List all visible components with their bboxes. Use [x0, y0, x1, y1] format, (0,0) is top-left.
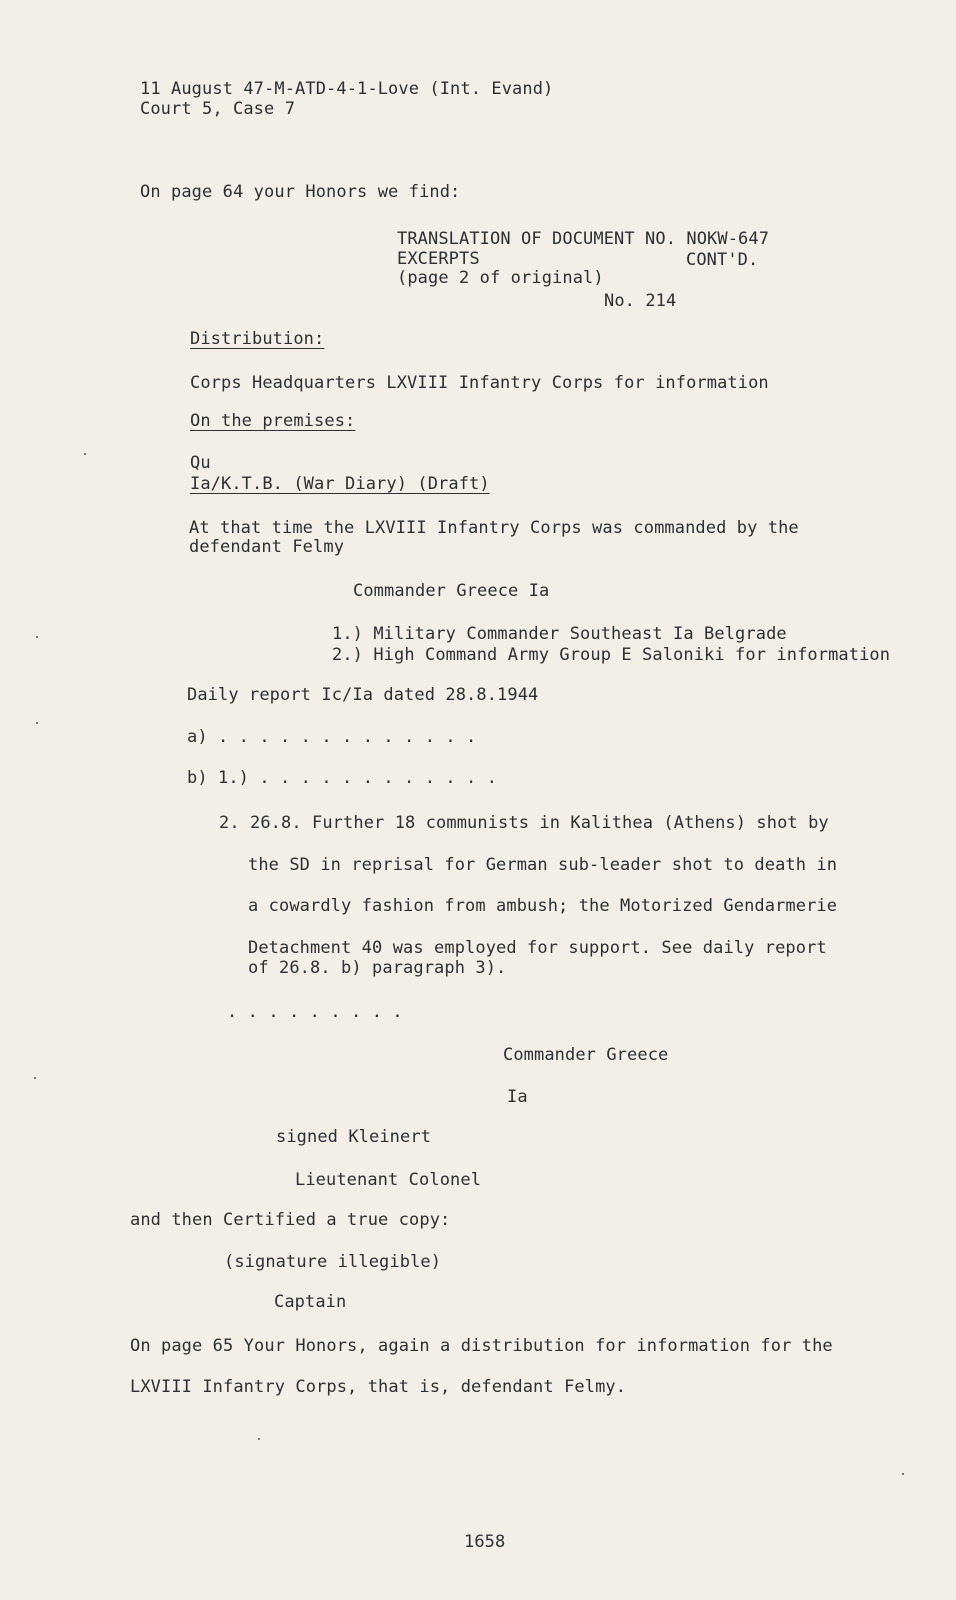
item-b2-line-3: a cowardly fashion from ambush; the Motorized Gendarmerie: [248, 896, 838, 916]
item-a: a) . . . . . . . . . . . . .: [187, 727, 477, 747]
paper-speck: [902, 1473, 904, 1475]
sender-line: Commander Greece Ia: [353, 581, 550, 601]
doc-title-translation: TRANSLATION OF DOCUMENT NO. NOKW-647: [397, 229, 770, 249]
item-b2-line-4: Detachment 40 was employed for support. See daily report: [248, 938, 827, 958]
recipient-1: 1.) Military Commander Southeast Ia Belgrade: [332, 624, 787, 644]
intro-text: On page 64 your Honors we find:: [140, 182, 461, 202]
daily-report-line: Daily report Ic/Ia dated 28.8.1944: [187, 685, 539, 705]
closing-line-1: On page 65 Your Honors, again a distribution for information for the: [130, 1336, 833, 1356]
distribution-line: Corps Headquarters LXVIII Infantry Corps for information: [190, 373, 769, 393]
distribution-ia-ktb: Ia/K.T.B. (War Diary) (Draft): [190, 474, 490, 494]
ellipsis-dots: . . . . . . . . .: [227, 1002, 403, 1022]
paper-speck: [36, 636, 38, 638]
signature-signed: signed Kleinert: [276, 1127, 432, 1147]
distribution-heading: Distribution:: [190, 329, 325, 349]
closing-line-2: LXVIII Infantry Corps, that is, defendant Felmy.: [130, 1377, 627, 1397]
doc-title-number: No. 214: [604, 291, 677, 311]
recipient-2: 2.) High Command Army Group E Saloniki for information: [332, 645, 891, 665]
distribution-qu: Qu: [190, 453, 211, 473]
item-b2-line-2: the SD in reprisal for German sub-leader shot to death in: [248, 855, 838, 875]
doc-title-contd: CONT'D.: [686, 250, 759, 270]
header-line-2: Court 5, Case 7: [140, 99, 296, 119]
page-number: 1658: [464, 1532, 506, 1552]
item-b2-line-5: of 26.8. b) paragraph 3).: [248, 958, 507, 978]
felmy-note-line-2: defendant Felmy: [189, 537, 345, 557]
signature-captain: Captain: [274, 1292, 347, 1312]
felmy-note-line-1: At that time the LXVIII Infantry Corps was commanded by the: [189, 518, 799, 538]
paper-speck: [258, 1438, 260, 1440]
signature-commander: Commander Greece: [503, 1045, 669, 1065]
paper-speck: [36, 722, 38, 724]
paper-speck: [34, 1077, 36, 1079]
paper-speck: [84, 453, 86, 455]
signature-rank: Lieutenant Colonel: [295, 1170, 482, 1190]
header-line-1: 11 August 47-M-ATD-4-1-Love (Int. Evand): [140, 79, 554, 99]
item-b2-line-1: 2. 26.8. Further 18 communists in Kalithea (Athens) shot by: [219, 813, 829, 833]
item-b: b) 1.) . . . . . . . . . . . .: [187, 768, 498, 788]
premises-heading: On the premises:: [190, 411, 356, 431]
doc-title-excerpts: EXCERPTS: [397, 249, 480, 269]
certified-line: and then Certified a true copy:: [130, 1210, 451, 1230]
signature-ia: Ia: [507, 1087, 528, 1107]
signature-illegible: (signature illegible): [224, 1252, 442, 1272]
doc-title-page-of-original: (page 2 of original): [397, 268, 604, 288]
